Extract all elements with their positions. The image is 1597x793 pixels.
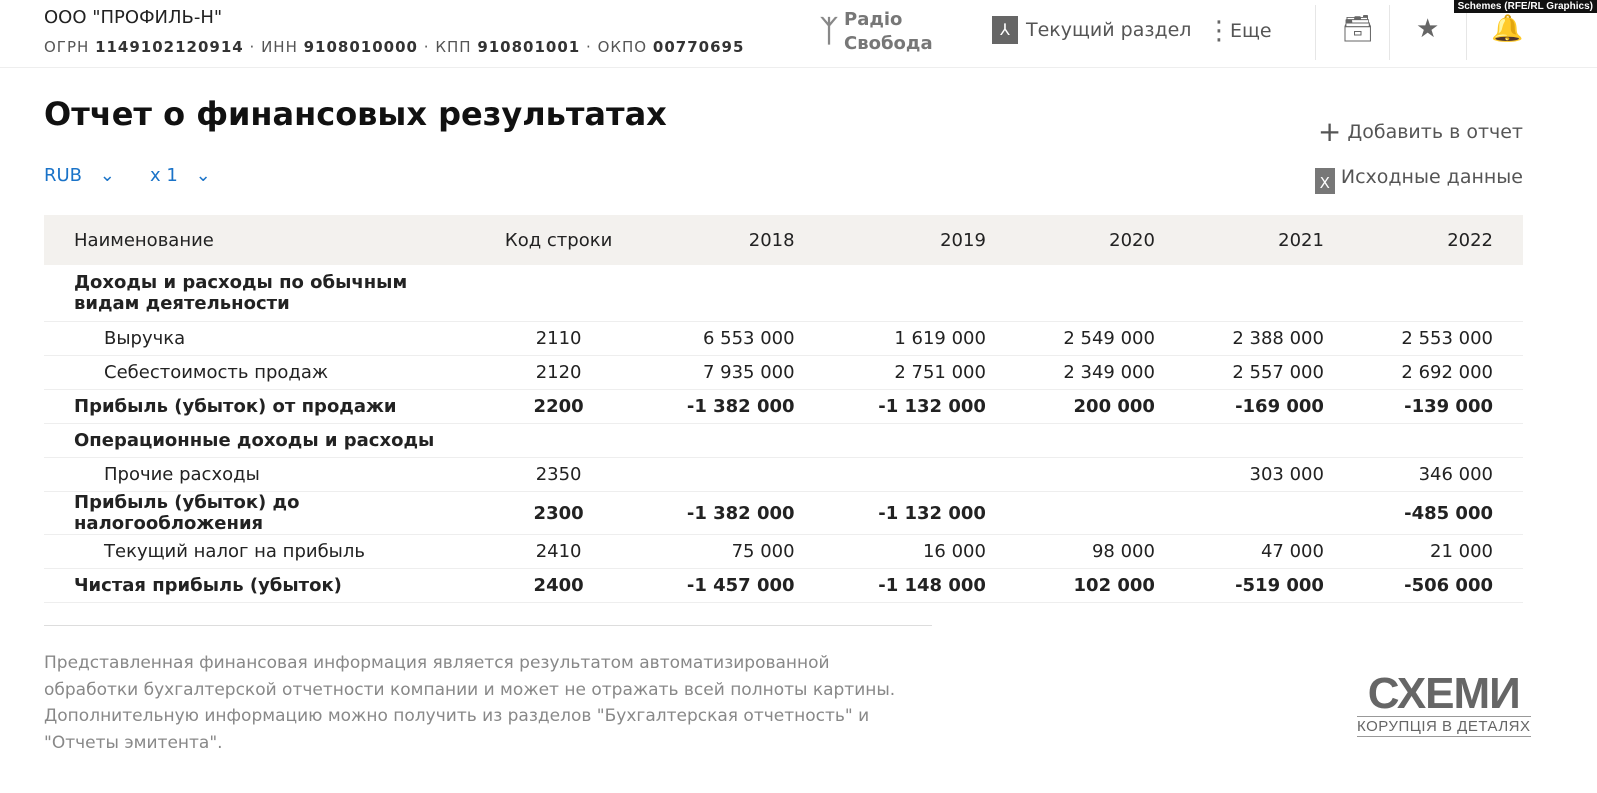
row-code: 2200 <box>484 390 633 424</box>
row-code: 2400 <box>484 569 633 603</box>
row-value: 2 557 000 <box>1185 356 1354 390</box>
divider <box>44 625 932 626</box>
row-value: -519 000 <box>1185 569 1354 603</box>
row-value <box>825 265 1016 322</box>
table-row <box>44 569 1523 603</box>
row-value: 2 388 000 <box>1185 322 1354 356</box>
row-value <box>633 458 824 492</box>
pdf-icon: ⅄ <box>992 16 1018 44</box>
row-value <box>1354 424 1523 458</box>
table-row <box>44 535 1523 569</box>
row-code: 2110 <box>484 322 633 356</box>
column-header: 2020 <box>1016 215 1185 265</box>
row-name: Прочие расходы <box>44 458 484 492</box>
row-name: Доходы и расходы по обычным видам деятельности <box>44 265 484 322</box>
table-header <box>44 215 1523 265</box>
row-value <box>633 265 824 322</box>
row-value <box>1016 458 1185 492</box>
add-to-report-button[interactable]: + Добавить в отчет <box>1317 115 1523 148</box>
divider <box>1466 5 1467 60</box>
table-row <box>44 265 1523 322</box>
row-value: 2 751 000 <box>825 356 1016 390</box>
table-row <box>44 356 1523 390</box>
row-value: 7 935 000 <box>633 356 824 390</box>
bell-icon[interactable]: 🔔 <box>1491 14 1524 44</box>
row-value: 47 000 <box>1185 535 1354 569</box>
row-value <box>1185 492 1354 535</box>
row-value <box>1185 424 1354 458</box>
company-identifiers: ОГРН 1149102120914 · ИНН 9108010000 · КПП 910801001 · ОКПО 00770695 <box>44 38 745 56</box>
row-value: 16 000 <box>825 535 1016 569</box>
row-name: Выручка <box>44 322 484 356</box>
more-vertical-icon: ⋮ <box>1206 16 1232 46</box>
row-value: -1 132 000 <box>825 492 1016 535</box>
row-value <box>1016 424 1185 458</box>
row-value: 98 000 <box>1016 535 1185 569</box>
footnote: Представленная финансовая информация является результатом автоматизированной обработки бухгалтерской отчетности компании и может не отражать всей полноты картины. Дополнительную информацию можно получить из разделов "Бухгалтерская отчетность" и "Отчеты эмитента". <box>44 653 896 753</box>
star-icon[interactable]: ★ <box>1416 14 1440 44</box>
row-name: Чистая прибыль (убыток) <box>44 569 484 603</box>
page-title: Отчет о финансовых результатах <box>44 95 667 133</box>
row-code: 2300 <box>484 492 633 535</box>
row-value: -1 382 000 <box>633 390 824 424</box>
plus-icon: + <box>1317 115 1342 148</box>
row-value <box>633 424 824 458</box>
financial-results-table <box>44 215 1523 603</box>
chevron-down-icon: ⌄ <box>99 165 115 186</box>
row-value <box>1354 265 1523 322</box>
table-row <box>44 390 1523 424</box>
row-value <box>825 458 1016 492</box>
divider <box>1315 5 1316 60</box>
row-code: 2350 <box>484 458 633 492</box>
column-header: Наименование <box>44 215 484 265</box>
row-code <box>484 424 633 458</box>
row-name: Прибыль (убыток) от продажи <box>44 390 484 424</box>
column-header: 2022 <box>1354 215 1523 265</box>
divider <box>1389 5 1390 60</box>
table-row <box>44 322 1523 356</box>
row-value: 200 000 <box>1016 390 1185 424</box>
row-value: -1 148 000 <box>825 569 1016 603</box>
row-value: -506 000 <box>1354 569 1523 603</box>
row-name: Себестоимость продаж <box>44 356 484 390</box>
row-value: 2 349 000 <box>1016 356 1185 390</box>
schemes-logo: СХЕМИ КОРУПЦІЯ В ДЕТАЛЯХ <box>1357 669 1531 735</box>
multiplier-select[interactable]: x 1 ⌄ <box>150 165 211 186</box>
row-value: 2 692 000 <box>1354 356 1523 390</box>
row-value <box>825 424 1016 458</box>
row-code: 2410 <box>484 535 633 569</box>
row-code: 2120 <box>484 356 633 390</box>
row-name: Текущий налог на прибыль <box>44 535 484 569</box>
row-name: Прибыль (убыток) до налогообложения <box>44 492 484 535</box>
row-value: -169 000 <box>1185 390 1354 424</box>
row-value: 346 000 <box>1354 458 1523 492</box>
torch-icon: ᛉ <box>820 14 838 49</box>
table-row <box>44 458 1523 492</box>
row-value: 1 619 000 <box>825 322 1016 356</box>
row-value: 2 553 000 <box>1354 322 1523 356</box>
row-name: Операционные доходы и расходы <box>44 424 484 458</box>
image-credit: Schemes (RFE/RL Graphics) <box>1454 0 1597 13</box>
divider <box>0 67 1597 68</box>
row-value: 102 000 <box>1016 569 1185 603</box>
radio-svoboda-logo: ᛉ Радіо Свобода <box>820 9 933 54</box>
row-value: 2 549 000 <box>1016 322 1185 356</box>
column-header: 2018 <box>633 215 824 265</box>
row-value: -1 132 000 <box>825 390 1016 424</box>
row-value: 303 000 <box>1185 458 1354 492</box>
source-data-button[interactable]: X Исходные данные <box>1315 166 1523 194</box>
column-header: 2019 <box>825 215 1016 265</box>
row-value: -485 000 <box>1354 492 1523 535</box>
row-value: 75 000 <box>633 535 824 569</box>
inbox-icon[interactable]: 🗃 <box>1341 14 1375 44</box>
row-value <box>1016 492 1185 535</box>
row-value: -1 457 000 <box>633 569 824 603</box>
company-name: ООО "ПРОФИЛЬ-Н" <box>44 7 223 28</box>
currency-select[interactable]: RUB ⌄ <box>44 165 115 186</box>
current-section-button[interactable]: ⅄ Текущий раздел <box>992 16 1191 44</box>
column-header: Код строки <box>484 215 633 265</box>
row-value: 6 553 000 <box>633 322 824 356</box>
row-value <box>1185 265 1354 322</box>
row-value: 21 000 <box>1354 535 1523 569</box>
excel-icon: X <box>1315 168 1335 194</box>
column-header: 2021 <box>1185 215 1354 265</box>
more-button[interactable]: ⋮ Еще <box>1206 16 1272 46</box>
row-value <box>1016 265 1185 322</box>
table-row <box>44 424 1523 458</box>
row-code <box>484 265 633 322</box>
table-row <box>44 492 1523 535</box>
row-value: -139 000 <box>1354 390 1523 424</box>
chevron-down-icon: ⌄ <box>195 165 211 186</box>
row-value: -1 382 000 <box>633 492 824 535</box>
